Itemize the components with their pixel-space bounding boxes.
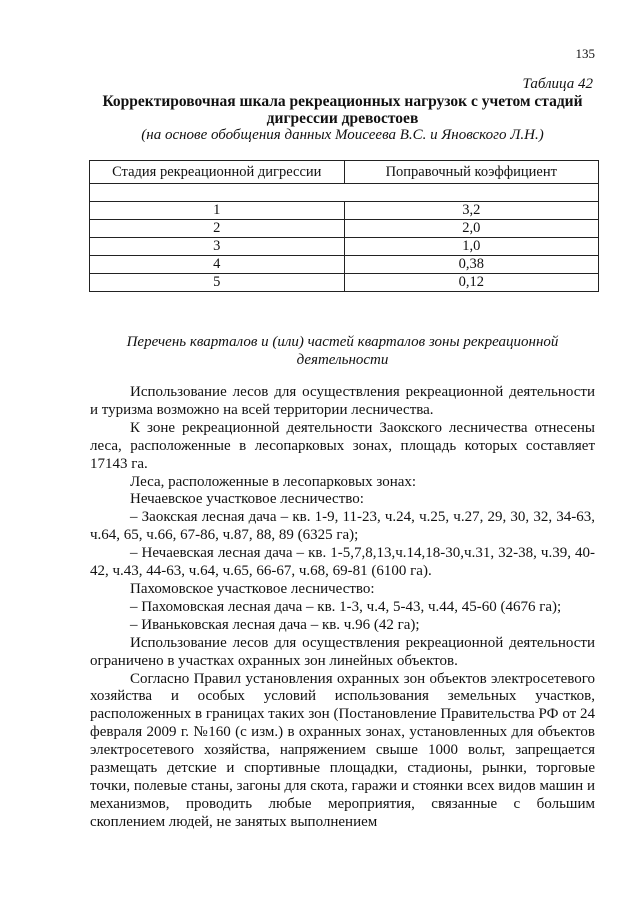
table-subtitle: (на основе обобщения данных Моисеева В.С. и Яновского Л.Н.) bbox=[141, 127, 544, 143]
paragraph: – Пахомовская лесная дача – кв. 1-3, ч.4, 5-43, ч.44, 45-60 (4676 га); bbox=[130, 598, 562, 615]
table-row bbox=[90, 238, 599, 256]
paragraph: К зоне рекреационной деятельности Заокского лесничества отнесены леса, расположенные в лесопарковых зонах, площадь которых составляет 17143 га. bbox=[90, 419, 595, 472]
table-label: Таблица 42 bbox=[522, 76, 593, 92]
table-row bbox=[90, 220, 599, 238]
paragraph: – Иваньковская лесная дача – кв. ч.96 (42 га); bbox=[130, 616, 420, 633]
cell-coefficient: 0,12 bbox=[344, 274, 599, 292]
paragraph: – Нечаевская лесная дача – кв. 1-5,7,8,13,ч.14,18-30,ч.31, 32-38, ч.39, 40-42, ч.43, 44-63, ч.64, ч.65, 66-67, ч.68, 69-81 (6100 га). bbox=[90, 545, 595, 580]
table-row bbox=[90, 256, 599, 274]
page-number: 135 bbox=[575, 46, 595, 61]
coefficient-table bbox=[89, 160, 599, 292]
cell-coefficient: 3,2 bbox=[344, 202, 599, 220]
cell-coefficient: 1,0 bbox=[344, 238, 599, 256]
paragraph: Пахомовское участковое лесничество: bbox=[130, 580, 375, 597]
cell-stage: 5 bbox=[90, 274, 345, 292]
header-coefficient: Поправочный коэффициент bbox=[344, 161, 599, 184]
table-row bbox=[90, 202, 599, 220]
section-heading: Перечень кварталов и (или) частей кварталов зоны рекреационной деятельности bbox=[126, 334, 559, 368]
table-title: Корректировочная шкала рекреационных нагрузок с учетом стадий дигрессии древостоев bbox=[102, 93, 583, 127]
header-stage: Стадия рекреационной дигрессии bbox=[90, 161, 345, 184]
paragraph: Нечаевское участковое лесничество: bbox=[130, 491, 364, 508]
paragraph: Согласно Правил установления охранных зон объектов электросетевого хозяйства и особых условий использования земельных участков, расположенных в границах таких зон (Постановление Правительства РФ от 24 февраля 2009 г. №160 (с изм.) в охранных зонах, установленных для объектов электросетевого хозяйства, напряжением свыше 1000 вольт, запрещается размещать детские и спортивные площадки, стадионы, рынки, торговые точки, полевые станы, загоны для скота, гаражи и стоянки всех видов машин и механизмов, проводить любые мероприятия, связанные с большим скоплением людей, не занятых выполнением bbox=[90, 670, 595, 830]
table-spacer-row bbox=[90, 184, 599, 202]
cell-stage: 1 bbox=[90, 202, 345, 220]
paragraph: – Заокская лесная дача – кв. 1-9, 11-23, ч.24, ч.25, ч.27, 29, 30, 32, 34-63, ч.64, 65, ч.66, 67-86, ч.87, 88, 89 (6325 га); bbox=[90, 509, 595, 544]
body-text bbox=[90, 384, 595, 832]
cell-stage: 4 bbox=[90, 256, 345, 274]
paragraph: Леса, расположенные в лесопарковых зонах: bbox=[130, 473, 417, 490]
table-row bbox=[90, 274, 599, 292]
table-header-row bbox=[90, 161, 599, 184]
paragraph: Использование лесов для осуществления рекреационной деятельности ограничено в участках охранных зон линейных объектов. bbox=[90, 634, 595, 669]
cell-coefficient: 2,0 bbox=[344, 220, 599, 238]
paragraph: Использование лесов для осуществления рекреационной деятельности и туризма возможно на всей территории лесничества. bbox=[90, 384, 595, 418]
cell-coefficient: 0,38 bbox=[344, 256, 599, 274]
cell-stage: 2 bbox=[90, 220, 345, 238]
cell-stage: 3 bbox=[90, 238, 345, 256]
